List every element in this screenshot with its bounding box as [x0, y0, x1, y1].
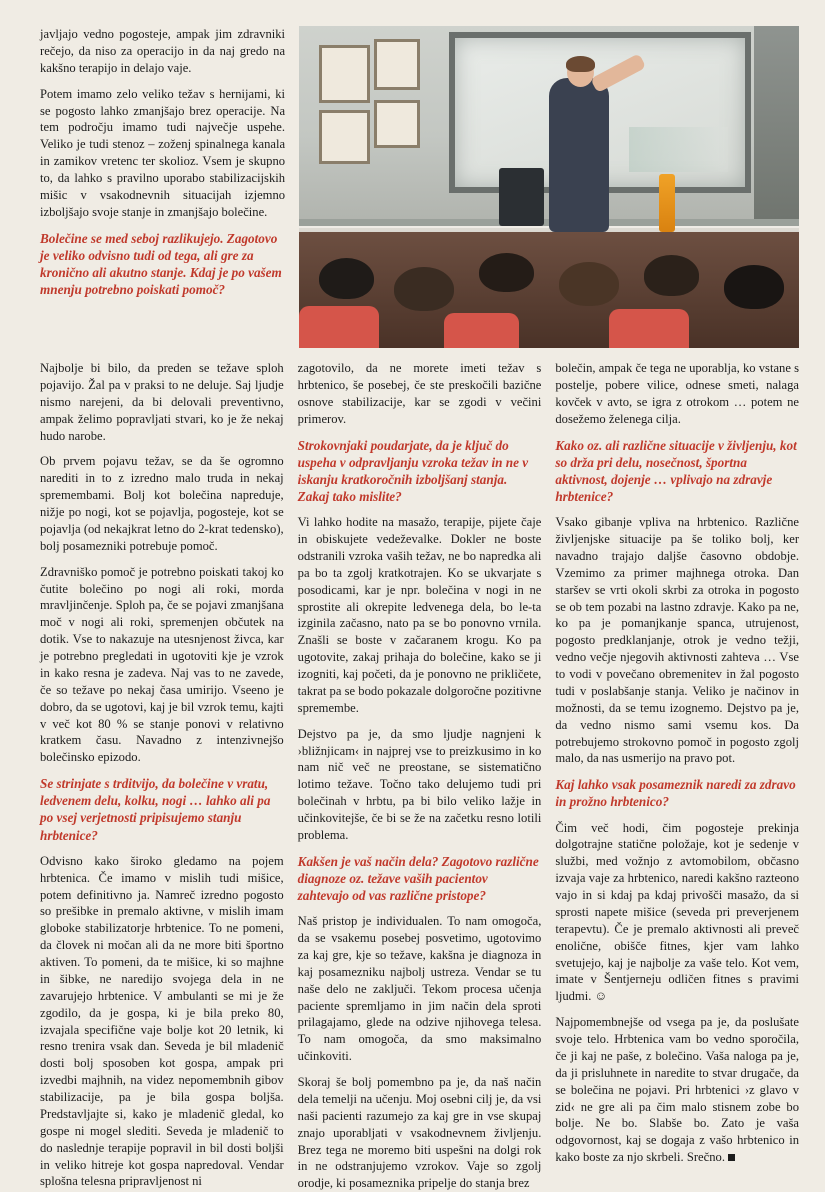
column-1-bottom [40, 360, 284, 1189]
top-section [40, 26, 799, 348]
paragraph: javljajo vedno pogosteje, ampak jim zdravniki rečejo, da niso za operacijo in da naj gredo na kakšno terapijo in delajo vaje. [40, 27, 286, 75]
photo-wall-frame [374, 100, 420, 148]
body-columns [40, 360, 800, 1191]
photo-audience-head [559, 262, 619, 306]
paragraph: Dejstvo pa je, da smo ljudje nagnjeni k ›bližnjicam‹ in najprej vse to preizkusimo in ko nam nič več ne preostane, se sistematično lotimo težave. Točno tako delujemo tudi pri bolečinah v hrbtu, pa bi bilo veliko lažje in učinkovitejše, če bi se že na začetku resno lotili problema. [297, 726, 542, 842]
paragraph: Naš pristop je individualen. To nam omogoča, da se vsakemu posebej posvetimo, ugotovimo za kaj gre, kje so težave, kakšna je diagnoza in kaj posamezniku najbolj ustreza. Vendar se tu naše delo ne zaključi. Tekom procesa učenja paciente spremljamo in jim način dela sproti prilagajamo, glede na odzive njihovega telesa. To nam omogoča, da smo maksimalno učinkoviti. [297, 914, 542, 1064]
photo-audience-head [394, 267, 454, 311]
paragraph: Skoraj še bolj pomembno pa je, da naš način dela temelji na učenju. Moj osebni cilj je, da vsi naši pacienti razumejo za kaj gre in vse skupaj znajo uporabljati v vsakodnevnem življenju. Brez tega ne moremo biti uspešni na dolgi rok in ne odstranjujemo vzrokov. Vaje so zgolj orodje, ki posameznika pripelje do stanja brez [297, 1075, 542, 1191]
photo-monitor [499, 168, 544, 226]
photo-speaker-hair [566, 56, 595, 72]
end-of-article-mark [728, 1154, 735, 1161]
paragraph-final [555, 1014, 799, 1166]
photo-chair [609, 309, 689, 348]
paragraph: Ob prvem pojavu težav, se da še ogromno narediti in to z izredno malo truda in nekaj spremembami. Bolj kot bolečina napreduje, nižje po nogi, kot se pojavlja, pogosteje, kot se pojavlja (od nekajkrat letno do 2-krat tedensko), bolj posamezniki potrebuje pomoč. [40, 454, 284, 553]
interview-question: Se strinjate s trditvijo, da bolečine v vratu, ledvenem delu, kolku, nogi … lahko ali pa po vsej verjetnosti pripisujemo stanju hrbtenice? [40, 776, 271, 843]
paragraph: Vi lahko hodite na masažo, terapije, pijete čaje in obiskujete vedeževalke. Dokler ne boste odstranili vzroka vaših težav, ne bo napredka ali pa bo ta zgolj kratkotrajen. Ko se ukvarjate s posodicami, kar je npr. bolečina v nogi in ne sprostite ali okrepite ledvenega dela, bo le-ta izginila začasno, nato pa se bo ponovno vrnila. Znašli se boste v začaranem krogu. Ko pa ugotovite, zakaj prihaja do bolečine, kako se ji izogniti, kaj početi, da je ponovno ne prikličete, takrat pa se bodo pokazale dolgoročne pozitivne spremembe. [297, 515, 542, 715]
photo-bottle [659, 174, 675, 232]
paragraph: Odvisno kako široko gledamo na pojem hrbtenica. Če imamo v mislih tudi mišice, potem definitivno ja. Namreč izredno pogosto so prešibke in premalo aktivne, v mislih imam globoke stabilizatorje hrbtenice. To ne pomeni, da človek ni močan ali da ne more biti športno aktiven. To pomeni, da te mišice, ki so majhne in šibke, ne naredijo svojega dela in ne zavarujejo hrbtenice. V ambulanti se mi je že zgodilo, da je gospa, ki je bila preko 80, izvajala specifične vaje bolje kot 20 letnik, ki resno trenira vsak dan. Seveda je bil mladenič dosti bolj sposoben kot gospa, ampak pri izvedbi majhnih, na videz nepomembnih gibov stabilizacije, pa je bila gospa boljša. Predstavljajte si, kako je mladenič gledal, ko gospe ni mogel slediti. Seveda je mladenič to do naslednje terapije popravil in bil dosti boljši in veliko hitreje kot gospa napredoval. Vendar splošna telesna pripravljenost ni [40, 853, 284, 1189]
paragraph-text: Najpomembnejše od vsega pa je, da poslušate svoje telo. Hrbtenica vam bo vedno sporočila, če ji kaj ne paše, z bolečino. Vaša naloga pa je, da ji prisluhnete in naredite to stvar drugače, da se bolečina ne pojavi. Pri hrbtenici ›z glavo v zid‹ ne gre ali pa čim malo stisnem zobe bo bolje. Ne bo. Slabše bo. Zato je vaša odgovornost, kaj se dogaja z vašo hrbtenico in kako boste za njo skrbeli. Srečno. [555, 1015, 800, 1165]
photo-wall-frame [319, 45, 370, 103]
paragraph: Potem imamo zelo veliko težav s hernijami, ki se pogosto lahko zmanjšajo brez operacije. Na tem področju imamo tudi največje uspehe. Veliko je tudi stenoz – zoženj spinalnega kanala in zamikov vretenc ter skolioz. Vsem je skupno to, da lahko s pravilno uporabo stabilizacijskih mišic v vsakodnevnih situacijah izjemno izboljšajo svoje stanje in zmanjšajo bolečine. [40, 86, 286, 219]
photo-wall-frame [374, 39, 420, 90]
paragraph: Zdravniško pomoč je potrebno poiskati takoj ko čutite bolečino po nogi ali roki, morda mravljinčenje. Sploh pa, če se pojavi zmanjšana moč v nogi ali roki, spremenjen občutek na dotik. Vse to nakazuje na utesnjenost živca, kar je potrebno pregledati in ugotoviti kje je vzrok in kako resna je zadeva. Naj vas to ne zavede, če so težave po nekaj časa umirijo. Vseeno je dobro, da se ugotovi, kaj je bil vzrok temu, kajti v več kot 80 % se stanje ponovi v relativno kratkem času. Navadno z intenzivnejšo bolečinsko epizodo. [40, 564, 284, 765]
paragraph: bolečin, ampak če tega ne uporablja, ko vstane s postelje, pobere vilice, odnese smeti, nalaga kovček v avto, se igra z otrokom … potem ne dosežemo želenega cilja. [555, 361, 800, 426]
photo-door [754, 26, 799, 219]
column-2 [297, 360, 542, 1191]
photo-audience [299, 232, 799, 348]
column-1-top [40, 26, 285, 348]
photo-wall-frame [319, 110, 370, 164]
photo-audience-head [479, 253, 534, 292]
photo-chair [444, 313, 519, 348]
paragraph: Čim več hodi, čim pogosteje prekinja dolgotrajne statične položaje, kot je sedenje v službi, med vožnjo z avtomobilom, občasno izvaja vaje za hrbtenico, naredi kakšno razteono vajo in si kdaj pa kdaj privošči masažo, da si sprosti napete mišice (seveda pri preverjenem terapevtu). Če je premalo aktivnosti ali preveč enolične, obišče fitnes, kjer vam lahko svetujejo, kaj je najbolje za vaše telo. Kot vem, imate v Šentjerneju odličen fitnes s pravimi ljudmi. ☺ [555, 820, 800, 1004]
photo-audience-head [724, 265, 784, 309]
interview-question: Bolečine se med seboj razlikujejo. Zagotovo je veliko odvisno tudi od tega, ali gre za kronično ali akutno stanje. Kdaj je po vašem mnenju potrebno poiskati pomoč? [40, 230, 282, 298]
interview-question: Kako oz. ali različne situacije v življenju, kot so drža pri delu, nosečnost, športna aktivnost, dojenje … vplivajo na zdravje hrbtenice? [555, 437, 797, 504]
interview-question: Kakšen je vaš način dela? Zagotovo različne diagnoze oz. težave vaših pacientov zahtevajo od vas različne pristope? [297, 853, 539, 904]
interview-question: Kaj lahko vsak posameznik naredi za zdravo in prožno hrbtenico? [555, 777, 796, 810]
lecture-photo [299, 26, 799, 348]
paragraph: Vsako gibanje vpliva na hrbtenico. Različne življenjske situacije pa še toliko bolj, ker navadno trajajo daljše časovno obdobje. Vzemimo za primer majhnega otroka. Dan staršev se vrti okoli skrbi za otroka in pogosto se ob tem pozabi na lastno zdravje. Kako pa ne, ko pa je pomanjkanje spanca, utrujenost, pogosto predklanjanje, otrok je vedno težji, vedno večje njegovih aktivnosti zahteva … Vse to vodi v povečano obremenitev in žal pogosto tudi v poslabšanje stanja. Veliko je načinov in možnosti, da se temu izognemo. Dejstvo pa je, da vedno nismo sami vsemu kos. Da potrebujemo strokovno pomoč in pogosto zgolj malo, da nas usmerijo na pravo pot. [555, 515, 800, 766]
photo-chair [299, 306, 379, 348]
photo-audience-head [644, 255, 699, 296]
interview-question: Strokovnjaki poudarjate, da je ključ do uspeha v odpravljanju vzroka težav in ne v iskanju kratkoročnih izboljšanj stanja. Zakaj tako mislite? [297, 437, 529, 504]
photo-speaker-body [549, 78, 609, 233]
photo-audience-head [319, 258, 374, 300]
paragraph: zagotovilo, da ne morete imeti težav s hrbtenico, še posebej, če ste preskočili bazične osnove stabilizacije, kar se zgodi v večini primerov. [297, 361, 542, 426]
column-3 [555, 360, 800, 1165]
paragraph: Najbolje bi bilo, da preden se težave sploh pojavijo. Žal pa v praksi to ne deluje. Saj ljudje nismo narejeni, da bi delovali preventivno, ampak želimo popravljati stvari, ko je že nekaj hudo narobe. [40, 361, 284, 443]
